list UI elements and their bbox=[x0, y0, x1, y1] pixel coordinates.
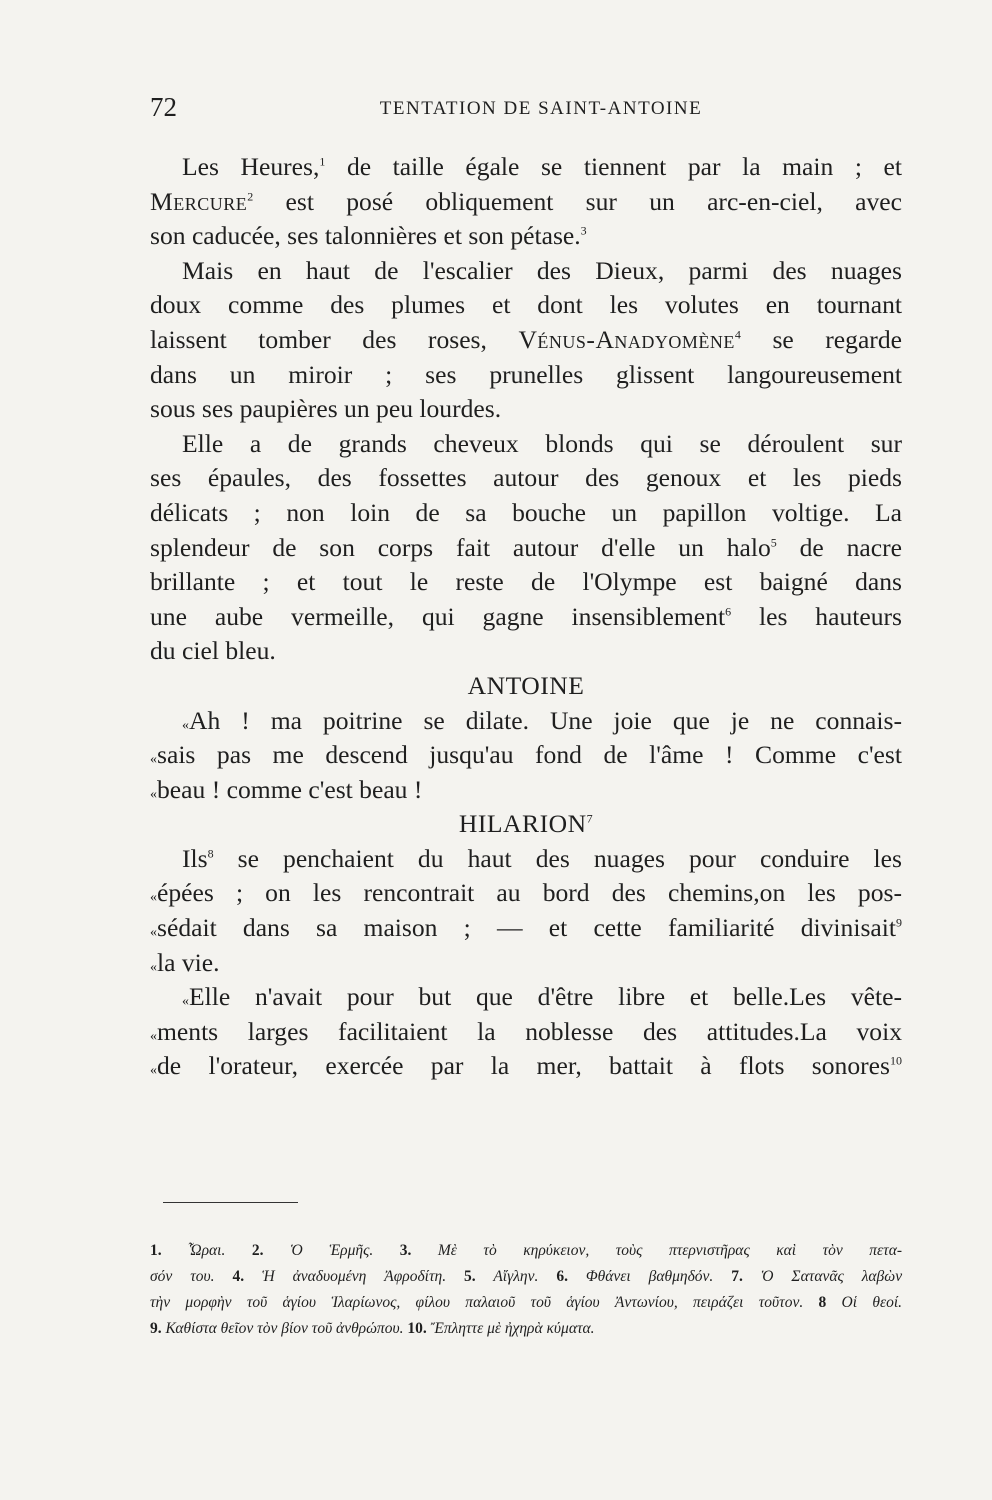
speaker-name: HILARION$^7$ bbox=[458, 809, 594, 839]
footnote-line: 9. Καθίστα θεῖον τὸν βίον τοῦ ἀνθρώπου. 10. Ἔπληττε μὲ ἠχηρὰ κύματα. bbox=[150, 1320, 595, 1337]
page-number: 72 bbox=[150, 92, 177, 122]
speaker-name: ANTOINE bbox=[467, 670, 585, 700]
text-line: son caducée, ses talonnières et son pétase.$^3$ bbox=[150, 221, 587, 251]
text-line: splendeur de son corps fait autour d'elle un halo$^5$ de nacre bbox=[150, 532, 902, 562]
text-line: délicats ; non loin de sa bouche un papillon voltige. La bbox=[150, 497, 902, 527]
text-line: doux comme des plumes et dont les volutes en tournant bbox=[150, 290, 902, 320]
text-line: Mais en haut de l'escalier des Dieux, parmi des nuages bbox=[182, 255, 902, 285]
footnote-line: σόν του. 4. Ἡ ἀναδυομένη Ἀφροδίτη. 5. Αἴγλην. 6. Φθάνει βαθμηδόν. 7. Ὁ Σατανᾶς λαβὼν bbox=[150, 1268, 903, 1285]
text-line: «beau ! comme c'est beau ! bbox=[150, 774, 423, 804]
page-header bbox=[150, 92, 902, 124]
text-line: Elle a de grands cheveux blonds qui se déroulent sur bbox=[182, 428, 902, 458]
text-line: «de l'orateur, exercée par la mer, battait à flots sonores$^{10}$ bbox=[150, 1051, 902, 1081]
text-line: «ments larges facilitaient la noblesse des attitudes.La voix bbox=[150, 1016, 902, 1046]
text-line: ses épaules, des fossettes autour des genoux et les pieds bbox=[150, 463, 902, 493]
text-line: Mercure$^2$ est posé obliquement sur un arc-en-ciel, avec bbox=[150, 186, 902, 216]
text-line: dans un miroir ; ses prunelles glissent langoureusement bbox=[150, 359, 902, 389]
main-text bbox=[150, 150, 902, 1084]
deity-name: Vénus-Anadyomène bbox=[518, 324, 735, 354]
text-line: sous ses paupières un peu lourdes. bbox=[150, 394, 502, 424]
text-line: du ciel bleu. bbox=[150, 636, 276, 666]
text-line: «Ah ! ma poitrine se dilate. Une joie que je ne connais- bbox=[182, 705, 902, 735]
footnote-line: 1. Ὧραι. 2. Ὁ Ἑρμῆς. 3. Μὲ τὸ κηρύκειον, τοὺς πτερνιστῆρας καὶ τὸν πετα- bbox=[150, 1242, 903, 1259]
text-line: «la vie. bbox=[150, 947, 220, 977]
text-line: «sédait dans sa maison ; — et cette familiarité divinisait$^9$ bbox=[150, 913, 902, 943]
footnotes bbox=[150, 1238, 902, 1342]
deity-name: Mercure bbox=[150, 186, 248, 216]
text-line: une aube vermeille, qui gagne insensiblement$^6$ les hauteurs bbox=[150, 601, 902, 631]
text-line: «sais pas me descend jusqu'au fond de l'âme ! Comme c'est bbox=[150, 740, 902, 770]
text-line: «épées ; on les rencontrait au bord des chemins,on les pos- bbox=[150, 878, 902, 908]
footnote-rule bbox=[163, 1202, 298, 1203]
footnote-line: τὴν μορφὴν τοῦ ἁγίου Ἱλαρίωνος, φίλου παλαιοῦ τοῦ ἁγίου Ἀντωνίου, πειράζει τοῦτον. 8 Οἱ θεοί. bbox=[150, 1294, 902, 1311]
text-line: Ils$^8$ se penchaient du haut des nuages pour conduire les bbox=[182, 843, 902, 873]
running-title: TENTATION DE SAINT-ANTOINE bbox=[379, 98, 703, 119]
text-line: laissent tomber des roses, Vénus-Anadyomène$^4$ se regarde bbox=[150, 324, 902, 354]
text-line: brillante ; et tout le reste de l'Olympe est baigné dans bbox=[150, 567, 902, 597]
text-line: «Elle n'avait pour but que d'être libre et belle.Les vête- bbox=[182, 982, 902, 1012]
text-line: Les Heures,$^1$ de taille égale se tiennent par la main ; et bbox=[182, 152, 902, 181]
